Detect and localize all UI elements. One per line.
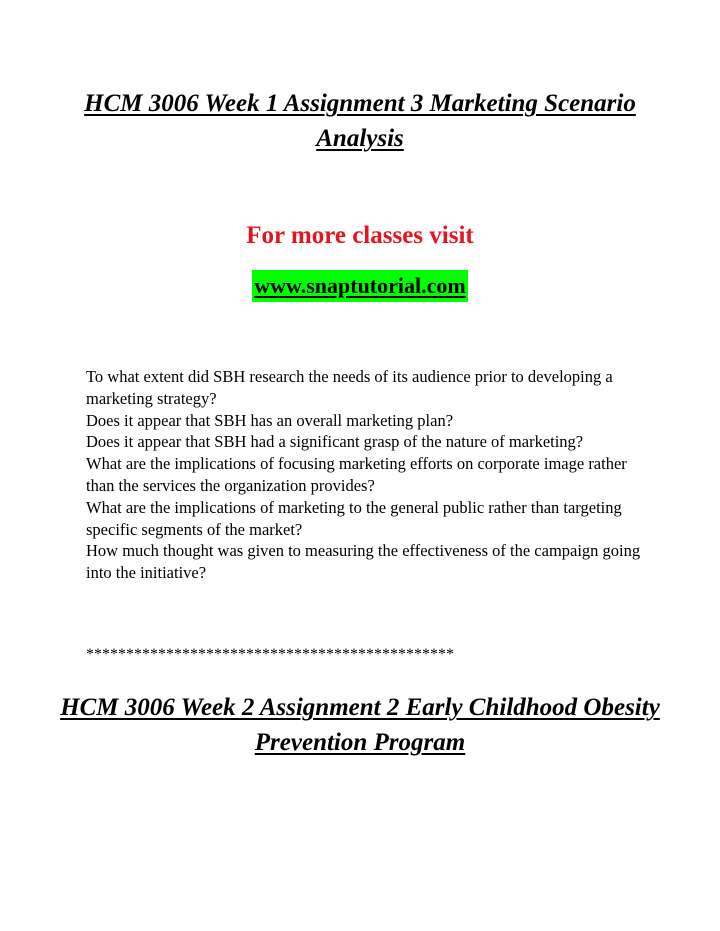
question-list	[86, 366, 646, 584]
assignment-title-week-2: HCM 3006 Week 2 Assignment 2 Early Childhood Obesity Prevention Program	[60, 694, 660, 756]
question-item: Does it appear that SBH has an overall marketing plan?	[86, 410, 454, 430]
promo-text: For more classes visit	[246, 222, 474, 249]
assignment-title-week-1: HCM 3006 Week 1 Assignment 3 Marketing Scenario Analysis	[84, 90, 636, 152]
question-item: How much thought was given to measuring the effectiveness of the campaign going into the initiative?	[86, 541, 641, 583]
question-item: What are the implications of focusing marketing efforts on corporate image rather than the services the organization provides?	[86, 454, 627, 495]
asterisk-divider: **********************************************	[86, 646, 454, 663]
question-item: What are the implications of marketing to the general public rather than targeting specific segments of the market?	[86, 497, 622, 539]
question-item: Does it appear that SBH had a significant grasp of the nature of marketing?	[86, 432, 584, 452]
question-item: To what extent did SBH research the needs of its audience prior to developing a marketing strategy?	[86, 367, 613, 408]
website-link-container	[0, 270, 720, 302]
website-link[interactable]: www.snaptutorial.com	[252, 270, 467, 302]
